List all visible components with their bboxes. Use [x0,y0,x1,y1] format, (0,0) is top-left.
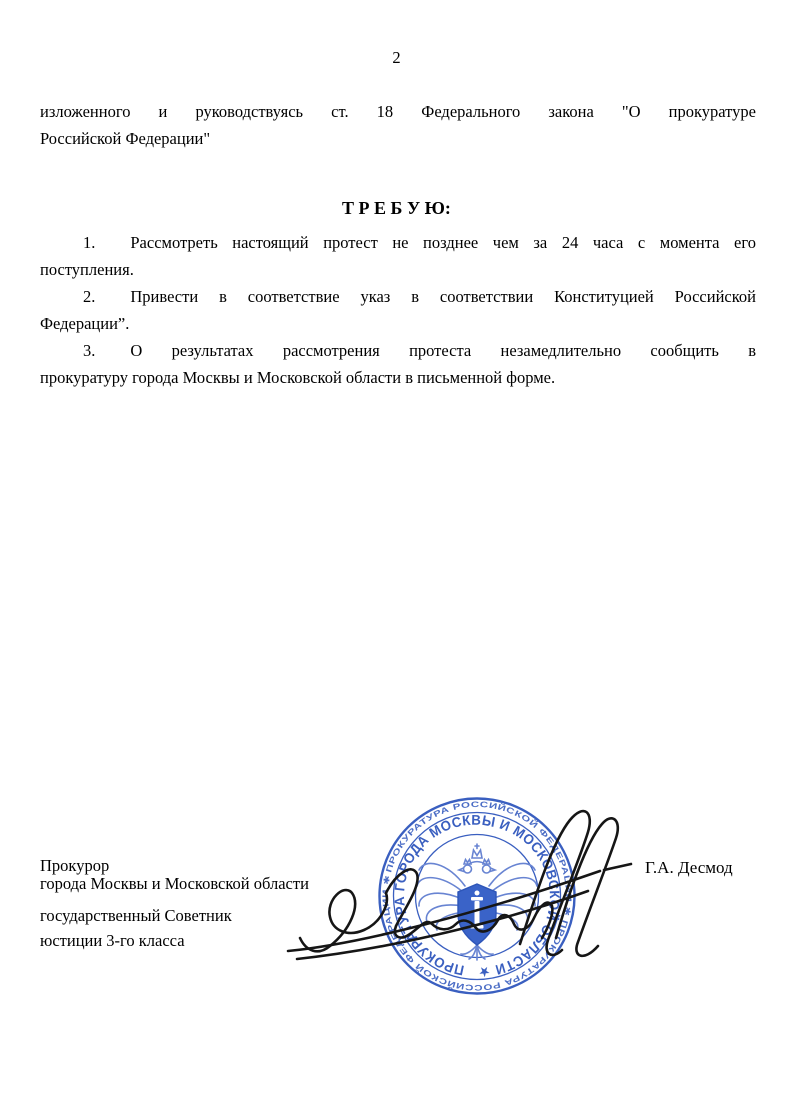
item-text-line-1: Привести в соответствие указ в соответствии Конституцией Российской [130,287,756,306]
item-number: 1. [83,233,96,252]
signer-position [40,857,309,892]
signer-rank [40,903,232,953]
item-text-line-2: Федерации”. [40,314,130,333]
stamp-inner-ring-text: ПРОКУРАТУРА ГОРОДА МОСКВЫ И МОСКОВСКОЙ ОБЛАСТИ ★ [390,811,563,981]
intro-line-1: изложенного и руководствуясь ст. 18 Федерального закона "О прокуратуре [40,102,756,121]
item-text-line-1: Рассмотреть настоящий протест не позднее чем за 24 часа с момента его [130,233,756,252]
item-number: 3. [83,341,96,360]
signer-position-line-1: Прокурор [40,856,110,875]
signer-rank-line-1: государственный Советник [40,906,232,925]
signer-rank-line-2: юстиции 3-го класса [40,931,185,950]
demand-item [40,337,756,391]
item-text-line-2: поступления. [40,260,134,279]
demand-item [40,229,756,283]
signer-position-line-2: города Москвы и Московской области [40,873,309,893]
stamp-outer-ring-text: ПРОКУРАТУРА РОССИЙСКОЙ ФЕДЕРАЦИИ ✱ ПРОКУРАТУРА РОССИЙСКОЙ ФЕДЕРАЦИИ ✱ [380,799,574,993]
intro-line-2: Российской Федерации" [40,129,211,148]
handwritten-signature [270,780,650,980]
demand-list [40,229,756,391]
item-number: 2. [83,287,96,306]
intro-paragraph [40,98,756,152]
signer-name: Г.А. Десмод [645,858,733,877]
demand-item [40,283,756,337]
item-text-line-2: прокуратуру города Москвы и Московской области в письменной форме. [40,368,556,387]
item-text-line-1: О результатах рассмотрения протеста незамедлительно сообщить в [130,341,756,360]
page-number: 2 [392,48,401,67]
demand-heading: Т Р Е Б У Ю: [342,198,451,218]
